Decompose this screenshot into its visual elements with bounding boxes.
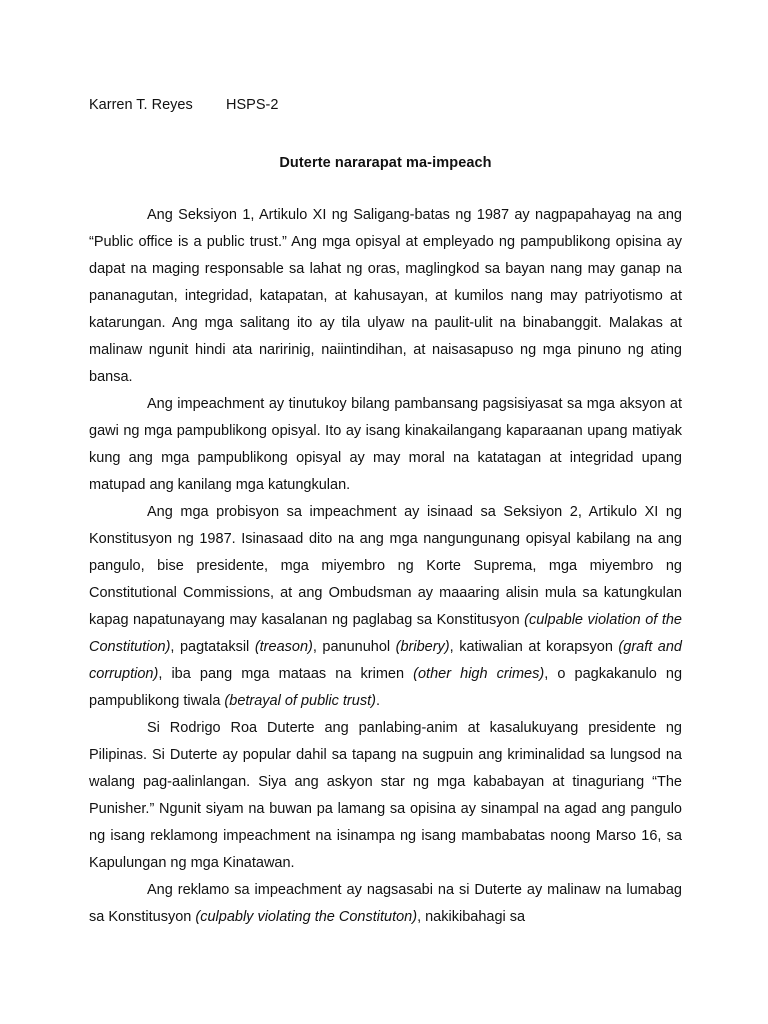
text-segment: Ang mga probisyon sa impeachment ay isinaad sa Seksiyon 2, Artikulo XI ng Konstitusyon ng 1987. Isinasaad dito na ang mga nangungunang opisyal kabilang na ang pangulo, bise presidente, mga miyembro ng Korte Suprema, mga miyembro ng Constitutional Commissions, at ang Ombudsman ay maaaring alisin mula sa katungkulan kapag napatunayang may kasalanan ng paglabag sa Konstitusyon [89,504,682,628]
body-paragraph [89,391,682,499]
italic-phrase: (graft and corruption) [89,639,682,682]
text-segment: , katiwalian at korapsyon [449,639,619,655]
text-segment: Ang reklamo sa impeachment ay nagsasabi na si Duterte ay malinaw na lumabag sa Konstitusyon [89,882,682,925]
italic-phrase: (bribery) [395,639,450,655]
text-segment: . [375,693,380,709]
text-segment: , o pagkakanulo ng pampublikong tiwala [89,666,683,709]
body-paragraph [89,499,682,715]
author-name: Karren T. Reyes [89,97,193,113]
document-body [89,202,682,931]
section-label: HSPS-2 [226,97,279,113]
italic-phrase: (culpably violating the Constituton) [195,909,418,925]
body-paragraph [89,202,682,391]
document-title: Duterte nararapat ma-impeach [279,155,492,171]
text-segment: Ang Seksiyon 1, Artikulo XI ng Saligang-batas ng 1987 ay nagpapahayag na ang “Public office is a public trust.” Ang mga opisyal at empleyado ng pampublikong opisina ay dapat na maging responsable sa lahat ng oras, maglingkod sa bayan nang may ganap na pananagutan, integridad, katapatan, at kahusayan, at kumilos nang may patriyotismo at katarungan. Ang mga salitang ito ay tila ulyaw na paulit-ulit na binabanggit. Malakas at malinaw ngunit hindi ata naririnig, naiintindihan, at naisasapuso ng mga pinuno ng ating bansa. [89,207,682,385]
italic-phrase: (treason) [254,639,313,655]
text-segment: , nakikibahagi sa [417,909,526,925]
document-header [89,92,682,119]
text-segment: Si Rodrigo Roa Duterte ang panlabing-anim at kasalukuyang presidente ng Pilipinas. Si Duterte ay popular dahil sa tapang na sugpuin ang kriminalidad sa lungsod na walang pag-aalinlangan. Siya ang askyon star ng mga kababayan at tinaguriang “The Punisher.” Ngunit siyam na buwan pa lamang sa opisina ay sinampal na agad ang pangulo ng isang reklamong impeachment na isinampa ng isang mambabatas noong Marso 16, sa Kapulungan ng mga Kinatawan. [89,720,682,871]
text-segment: , iba pang mga mataas na krimen [158,666,414,682]
body-paragraph [89,715,682,877]
text-segment: , pagtataksil [170,639,255,655]
italic-phrase: (culpable violation of the Constitution) [89,612,682,655]
italic-phrase: (betrayal of public trust) [224,693,376,709]
text-segment: Ang impeachment ay tinutukoy bilang pambansang pagsisiyasat sa mga aksyon at gawi ng mga pampublikong opisyal. Ito ay isang kinakailangang kaparaanan upang matiyak kung ang mga pampublikong opisyal ay may moral na katatagan at integridad upang matupad ang kanilang mga katungkulan. [89,396,682,493]
italic-phrase: (other high crimes) [413,666,545,682]
body-paragraph [89,877,682,931]
text-segment: , panunuhol [312,639,396,655]
